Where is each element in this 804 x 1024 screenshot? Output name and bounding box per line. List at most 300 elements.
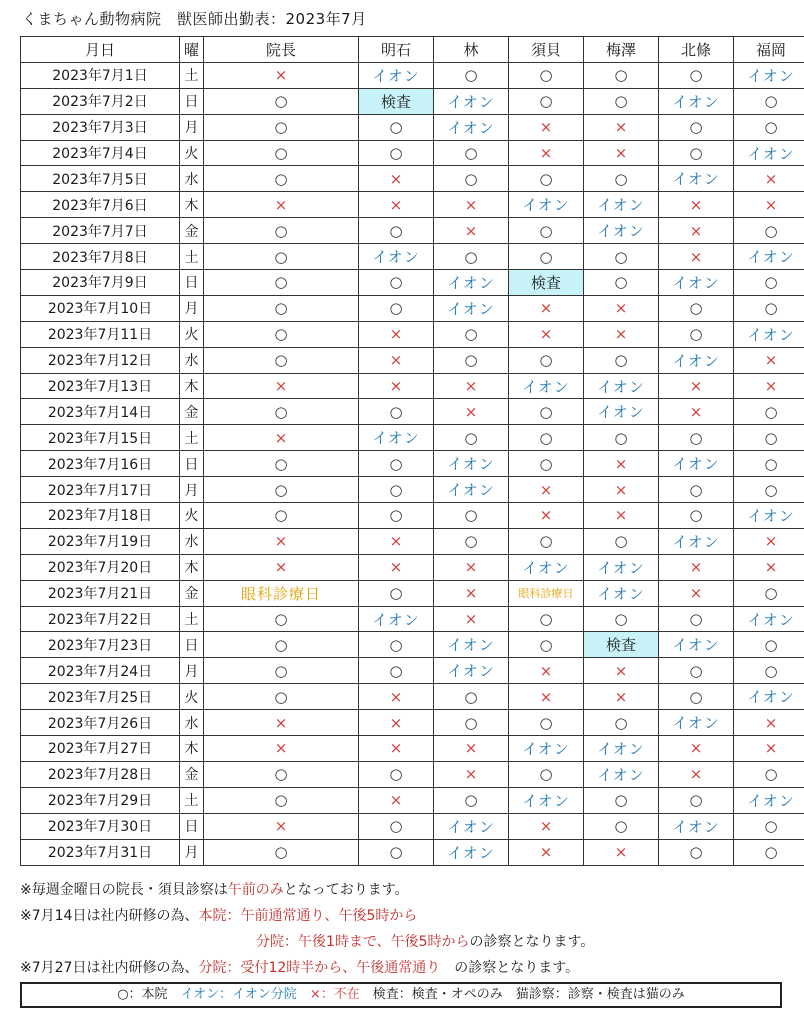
shift-cell: ○	[584, 813, 659, 839]
weekday-cell: 火	[180, 503, 204, 529]
weekday-cell: 土	[180, 606, 204, 632]
shift-cell: ×	[509, 658, 584, 684]
note-july27	[20, 955, 579, 981]
shift-cell: ×	[434, 606, 509, 632]
shift-cell: ○	[509, 166, 584, 192]
shift-cell: 検査	[509, 270, 584, 296]
shift-cell: イオン	[434, 839, 509, 865]
legend-cat: 猫診察：診察・検査は猫のみ	[515, 987, 685, 1002]
shift-cell: ○	[509, 218, 584, 244]
shift-cell: ○	[584, 166, 659, 192]
shift-cell: イオン	[584, 399, 659, 425]
weekday-cell: 水	[180, 710, 204, 736]
shift-cell: ○	[659, 606, 734, 632]
weekday-cell: 木	[180, 554, 204, 580]
shift-cell: ○	[734, 88, 804, 114]
shift-cell: ×	[734, 347, 804, 373]
shift-cell: ○	[359, 140, 434, 166]
shift-cell: ○	[734, 839, 804, 865]
weekday-cell: 金	[180, 399, 204, 425]
shift-cell: ○	[584, 62, 659, 88]
shift-cell: ○	[204, 839, 359, 865]
shift-cell: ×	[434, 736, 509, 762]
header-director: 院長	[204, 37, 359, 63]
shift-cell: ○	[584, 425, 659, 451]
shift-cell: ○	[204, 114, 359, 140]
table-row	[21, 218, 804, 244]
table-row	[21, 373, 804, 399]
shift-cell: ×	[509, 503, 584, 529]
shift-cell: ○	[509, 399, 584, 425]
weekday-cell: 月	[180, 477, 204, 503]
weekday-cell: 火	[180, 684, 204, 710]
shift-cell: ×	[584, 477, 659, 503]
shift-cell: ×	[509, 684, 584, 710]
shift-cell: ×	[734, 166, 804, 192]
shift-cell: ×	[659, 244, 734, 270]
header-weekday: 曜	[180, 37, 204, 63]
weekday-cell: 水	[180, 166, 204, 192]
shift-cell: ○	[359, 218, 434, 244]
header-hojo: 北條	[659, 37, 734, 63]
shift-cell: イオン	[584, 580, 659, 606]
table-row	[21, 62, 804, 88]
table-row	[21, 192, 804, 218]
date-cell: 2023年7月2日	[21, 88, 180, 114]
shift-cell: イオン	[734, 321, 804, 347]
date-cell: 2023年7月8日	[21, 244, 180, 270]
shift-cell: ×	[204, 813, 359, 839]
shift-cell: ○	[584, 787, 659, 813]
shift-cell: ×	[584, 295, 659, 321]
shift-cell: ×	[509, 477, 584, 503]
shift-cell: ×	[434, 580, 509, 606]
note-friday	[20, 877, 409, 903]
shift-cell: ×	[584, 451, 659, 477]
date-cell: 2023年7月3日	[21, 114, 180, 140]
shift-cell: ○	[204, 658, 359, 684]
shift-cell: ○	[434, 503, 509, 529]
shift-cell: ○	[509, 347, 584, 373]
shift-cell: ○	[734, 295, 804, 321]
shift-cell: ×	[359, 347, 434, 373]
shift-cell: ×	[734, 736, 804, 762]
shift-cell: ×	[509, 321, 584, 347]
shift-cell: ○	[734, 425, 804, 451]
shift-cell: イオン	[584, 218, 659, 244]
shift-cell: ○	[659, 62, 734, 88]
shift-cell: ○	[204, 503, 359, 529]
shift-cell: ○	[204, 244, 359, 270]
legend-ion: イオン：イオン分院	[180, 987, 297, 1002]
table-row	[21, 710, 804, 736]
shift-cell: ×	[359, 166, 434, 192]
date-cell: 2023年7月28日	[21, 761, 180, 787]
shift-cell: ○	[509, 761, 584, 787]
date-cell: 2023年7月22日	[21, 606, 180, 632]
shift-cell: ○	[359, 295, 434, 321]
shift-cell: イオン	[659, 347, 734, 373]
shift-cell: イオン	[509, 736, 584, 762]
shift-cell: ○	[659, 477, 734, 503]
shift-cell: ○	[204, 218, 359, 244]
shift-cell: ○	[734, 761, 804, 787]
shift-cell: ○	[509, 528, 584, 554]
shift-cell: ×	[204, 528, 359, 554]
shift-cell: イオン	[659, 166, 734, 192]
table-row	[21, 632, 804, 658]
shift-cell: ○	[434, 787, 509, 813]
shift-cell: ×	[434, 399, 509, 425]
shift-cell: ×	[434, 554, 509, 580]
shift-cell: イオン	[659, 270, 734, 296]
shift-cell: ○	[434, 166, 509, 192]
shift-cell: イオン	[584, 736, 659, 762]
shift-cell: イオン	[509, 373, 584, 399]
shift-cell: ○	[734, 218, 804, 244]
shift-cell: イオン	[434, 451, 509, 477]
shift-cell: イオン	[659, 813, 734, 839]
shift-cell: ○	[359, 813, 434, 839]
weekday-cell: 木	[180, 373, 204, 399]
weekday-cell: 火	[180, 321, 204, 347]
shift-cell: ○	[204, 347, 359, 373]
schedule-table	[20, 36, 804, 866]
shift-cell: ×	[509, 813, 584, 839]
shift-cell: ○	[359, 503, 434, 529]
shift-cell: ○	[359, 632, 434, 658]
weekday-cell: 月	[180, 295, 204, 321]
shift-cell: ○	[659, 295, 734, 321]
note-text: ※7月27日は社内研修の為、	[20, 960, 199, 976]
shift-cell: ○	[204, 321, 359, 347]
shift-cell: イオン	[734, 244, 804, 270]
shift-cell: ○	[434, 528, 509, 554]
date-cell: 2023年7月26日	[21, 710, 180, 736]
shift-cell: ○	[434, 425, 509, 451]
shift-cell: ○	[204, 399, 359, 425]
table-row	[21, 321, 804, 347]
shift-cell: ○	[734, 580, 804, 606]
table-row	[21, 451, 804, 477]
shift-cell: ×	[359, 373, 434, 399]
date-cell: 2023年7月14日	[21, 399, 180, 425]
note-highlight: 午前のみ	[227, 882, 284, 898]
date-cell: 2023年7月23日	[21, 632, 180, 658]
table-row	[21, 787, 804, 813]
note-text: ※毎週金曜日の院長・須貝診察は	[20, 882, 228, 898]
table-row	[21, 736, 804, 762]
shift-cell: イオン	[659, 451, 734, 477]
table-row	[21, 658, 804, 684]
weekday-cell: 日	[180, 88, 204, 114]
shift-cell: ○	[204, 295, 359, 321]
shift-cell: 眼科診療日	[509, 580, 584, 606]
date-cell: 2023年7月10日	[21, 295, 180, 321]
legend	[20, 982, 782, 1008]
date-cell: 2023年7月17日	[21, 477, 180, 503]
shift-cell: ○	[434, 62, 509, 88]
shift-cell: ×	[659, 192, 734, 218]
shift-cell: ×	[434, 192, 509, 218]
shift-cell: ○	[204, 166, 359, 192]
note-july14	[20, 903, 417, 929]
shift-cell: ○	[659, 321, 734, 347]
shift-cell: イオン	[359, 606, 434, 632]
shift-cell: ×	[509, 140, 584, 166]
shift-cell: ×	[734, 528, 804, 554]
shift-cell: ×	[509, 295, 584, 321]
shift-cell: イオン	[509, 192, 584, 218]
shift-cell: ×	[204, 425, 359, 451]
date-cell: 2023年7月15日	[21, 425, 180, 451]
shift-cell: ×	[734, 373, 804, 399]
header-row	[21, 37, 804, 63]
table-row	[21, 140, 804, 166]
header-akashi: 明石	[359, 37, 434, 63]
weekday-cell: 土	[180, 62, 204, 88]
table-row	[21, 399, 804, 425]
shift-cell: ×	[204, 710, 359, 736]
shift-cell: ○	[204, 140, 359, 166]
weekday-cell: 水	[180, 528, 204, 554]
shift-cell: ×	[204, 192, 359, 218]
schedule-body	[21, 62, 804, 865]
shift-cell: 検査	[584, 632, 659, 658]
weekday-cell: 金	[180, 218, 204, 244]
shift-cell: ×	[659, 218, 734, 244]
date-cell: 2023年7月12日	[21, 347, 180, 373]
shift-cell: ○	[359, 399, 434, 425]
shift-cell: ○	[509, 88, 584, 114]
shift-cell: ○	[509, 451, 584, 477]
shift-cell: ×	[659, 761, 734, 787]
shift-cell: ○	[584, 710, 659, 736]
shift-cell: ×	[359, 684, 434, 710]
shift-cell: ×	[584, 658, 659, 684]
shift-cell: ○	[509, 606, 584, 632]
shift-cell: イオン	[734, 606, 804, 632]
shift-cell: イオン	[734, 140, 804, 166]
shift-cell: イオン	[659, 528, 734, 554]
shift-cell: ○	[734, 632, 804, 658]
shift-cell: ○	[734, 658, 804, 684]
shift-cell: ×	[659, 580, 734, 606]
shift-cell: ○	[434, 140, 509, 166]
shift-cell: ×	[359, 321, 434, 347]
shift-cell: ×	[734, 192, 804, 218]
date-cell: 2023年7月9日	[21, 270, 180, 296]
table-row	[21, 166, 804, 192]
shift-cell: イオン	[434, 477, 509, 503]
shift-cell: ×	[204, 554, 359, 580]
header-fukuoka: 福岡	[734, 37, 804, 63]
shift-cell: ○	[434, 347, 509, 373]
shift-cell: ○	[584, 606, 659, 632]
header-sugai: 須貝	[509, 37, 584, 63]
date-cell: 2023年7月30日	[21, 813, 180, 839]
legend-absent: ×：不在	[309, 987, 360, 1002]
shift-cell: ×	[359, 710, 434, 736]
table-row	[21, 761, 804, 787]
date-cell: 2023年7月13日	[21, 373, 180, 399]
shift-cell: ○	[204, 684, 359, 710]
shift-cell: ×	[204, 373, 359, 399]
shift-cell: 検査	[359, 88, 434, 114]
shift-cell: イオン	[359, 425, 434, 451]
table-row	[21, 425, 804, 451]
date-cell: 2023年7月29日	[21, 787, 180, 813]
weekday-cell: 水	[180, 347, 204, 373]
shift-cell: ○	[434, 710, 509, 736]
shift-cell: ×	[359, 192, 434, 218]
shift-cell: ×	[734, 710, 804, 736]
shift-cell: ○	[734, 270, 804, 296]
weekday-cell: 日	[180, 813, 204, 839]
shift-cell: イオン	[734, 503, 804, 529]
weekday-cell: 日	[180, 451, 204, 477]
shift-cell: イオン	[734, 684, 804, 710]
shift-cell: ○	[434, 321, 509, 347]
weekday-cell: 土	[180, 425, 204, 451]
header-date: 月日	[21, 37, 180, 63]
shift-cell: ○	[204, 451, 359, 477]
note-highlight: 分院：受付12時半から、午後通常通り	[198, 960, 441, 976]
date-cell: 2023年7月27日	[21, 736, 180, 762]
shift-cell: ○	[659, 787, 734, 813]
weekday-cell: 火	[180, 140, 204, 166]
shift-cell: ○	[434, 244, 509, 270]
date-cell: 2023年7月16日	[21, 451, 180, 477]
table-row	[21, 114, 804, 140]
shift-cell: ×	[584, 114, 659, 140]
shift-cell: ○	[204, 632, 359, 658]
table-row	[21, 606, 804, 632]
shift-cell: ○	[204, 761, 359, 787]
shift-cell: ○	[359, 839, 434, 865]
shift-cell: イオン	[584, 554, 659, 580]
weekday-cell: 月	[180, 658, 204, 684]
note-text: の診察となります。	[440, 960, 580, 976]
date-cell: 2023年7月21日	[21, 580, 180, 606]
shift-cell: ○	[659, 684, 734, 710]
date-cell: 2023年7月18日	[21, 503, 180, 529]
shift-cell: ×	[509, 114, 584, 140]
shift-cell: ○	[359, 658, 434, 684]
date-cell: 2023年7月19日	[21, 528, 180, 554]
shift-cell: イオン	[509, 554, 584, 580]
header-umezawa: 梅澤	[584, 37, 659, 63]
date-cell: 2023年7月11日	[21, 321, 180, 347]
shift-cell: ○	[359, 761, 434, 787]
date-cell: 2023年7月4日	[21, 140, 180, 166]
shift-cell: イオン	[584, 373, 659, 399]
shift-cell: イオン	[359, 62, 434, 88]
shift-cell: ×	[359, 528, 434, 554]
note-highlight: 分院：午後1時まで、午後5時から	[256, 934, 470, 950]
shift-cell: ○	[659, 425, 734, 451]
shift-cell: ○	[509, 244, 584, 270]
shift-cell: ○	[509, 632, 584, 658]
shift-cell: ○	[734, 114, 804, 140]
date-cell: 2023年7月7日	[21, 218, 180, 244]
shift-cell: ○	[734, 477, 804, 503]
table-row	[21, 554, 804, 580]
shift-cell: ○	[734, 399, 804, 425]
page-title: くまちゃん動物病院 獣医師出勤表：2023年7月	[22, 10, 367, 28]
shift-cell: ○	[204, 270, 359, 296]
shift-cell: ○	[734, 451, 804, 477]
weekday-cell: 木	[180, 736, 204, 762]
note-highlight: 本院：午前通常通り、午後5時から	[198, 908, 418, 924]
shift-cell: ×	[509, 839, 584, 865]
shift-cell: イオン	[434, 658, 509, 684]
shift-cell: イオン	[659, 88, 734, 114]
shift-cell: イオン	[359, 244, 434, 270]
weekday-cell: 土	[180, 787, 204, 813]
shift-cell: ○	[509, 425, 584, 451]
shift-cell: イオン	[734, 62, 804, 88]
weekday-cell: 日	[180, 632, 204, 658]
table-row	[21, 580, 804, 606]
legend-exam: 検査：検査・オペのみ	[372, 987, 503, 1002]
weekday-cell: 月	[180, 839, 204, 865]
shift-cell: ○	[359, 477, 434, 503]
shift-cell: ○	[584, 270, 659, 296]
shift-cell: ×	[659, 554, 734, 580]
note-text: ※7月14日は社内研修の為、	[20, 908, 199, 924]
shift-cell: イオン	[434, 114, 509, 140]
shift-cell: ○	[204, 477, 359, 503]
weekday-cell: 土	[180, 244, 204, 270]
shift-cell: ○	[509, 710, 584, 736]
date-cell: 2023年7月31日	[21, 839, 180, 865]
shift-cell: ○	[659, 140, 734, 166]
table-row	[21, 528, 804, 554]
shift-cell: ×	[584, 684, 659, 710]
shift-cell: ○	[584, 528, 659, 554]
weekday-cell: 日	[180, 270, 204, 296]
shift-cell: イオン	[434, 295, 509, 321]
shift-cell: ○	[584, 244, 659, 270]
table-row	[21, 295, 804, 321]
shift-cell: ×	[584, 503, 659, 529]
shift-cell: ×	[359, 736, 434, 762]
weekday-cell: 木	[180, 192, 204, 218]
note-text: の診察となります。	[469, 934, 595, 950]
shift-cell: ○	[734, 813, 804, 839]
table-row	[21, 347, 804, 373]
legend-main: ○：本院	[117, 987, 168, 1002]
shift-cell: ○	[204, 787, 359, 813]
date-cell: 2023年7月25日	[21, 684, 180, 710]
shift-cell: ×	[734, 554, 804, 580]
weekday-cell: 金	[180, 580, 204, 606]
shift-cell: ×	[659, 736, 734, 762]
shift-cell: ×	[434, 761, 509, 787]
shift-cell: イオン	[434, 270, 509, 296]
shift-cell: ×	[434, 373, 509, 399]
shift-cell: イオン	[434, 88, 509, 114]
date-cell: 2023年7月20日	[21, 554, 180, 580]
shift-cell: ○	[359, 270, 434, 296]
shift-cell: ×	[359, 787, 434, 813]
shift-cell: イオン	[434, 813, 509, 839]
shift-cell: ×	[659, 399, 734, 425]
table-row	[21, 839, 804, 865]
shift-cell: ○	[584, 347, 659, 373]
table-row	[21, 477, 804, 503]
